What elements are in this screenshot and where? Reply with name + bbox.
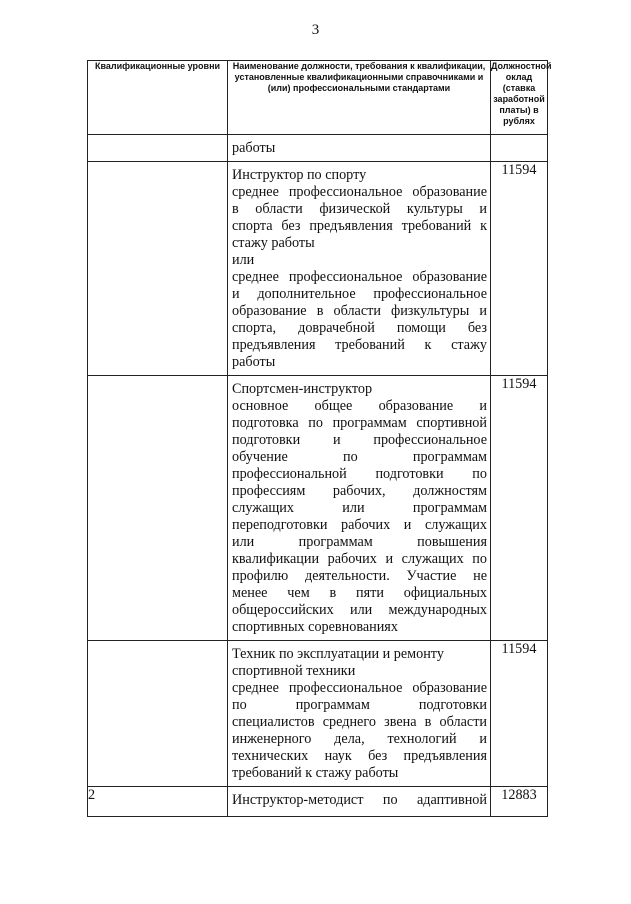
position-line: подготовки и профессиональное <box>232 432 487 448</box>
position-line: стажу работы <box>232 235 315 251</box>
cell-salary: 11594 <box>491 376 548 641</box>
position-line: предъявления требований к стажу <box>232 337 487 353</box>
position-description <box>228 787 490 813</box>
position-line: спортивной техники <box>232 663 356 679</box>
position-line: обучение по программам <box>232 449 487 465</box>
position-line: профессиям рабочих, должностям <box>232 483 487 499</box>
position-line: общероссийских или международных <box>232 602 487 618</box>
cell-position <box>228 376 491 641</box>
table-row <box>88 641 548 787</box>
page-number: 3 <box>311 22 320 38</box>
position-line: или программам повышения <box>232 534 487 550</box>
position-line: Инструктор по спорту <box>232 167 367 183</box>
cell-salary <box>491 135 548 162</box>
position-line: Инструктор-методист по адаптивной <box>232 792 487 808</box>
position-line: или <box>232 252 255 268</box>
cell-position <box>228 162 491 376</box>
position-description <box>228 135 490 161</box>
table-row <box>88 787 548 817</box>
position-line: Техник по эксплуатации и ремонту <box>232 646 444 662</box>
table-row <box>88 135 548 162</box>
qualification-table <box>87 60 552 817</box>
cell-level <box>88 135 228 162</box>
position-line: менее чем в пяти официальных <box>232 585 487 601</box>
position-line: по программам подготовки <box>232 697 487 713</box>
table-row <box>88 162 548 376</box>
position-line: спорта без предъявления требований к <box>232 218 487 234</box>
cell-salary: 11594 <box>491 641 548 787</box>
position-line: образование в области физкультуры и <box>232 303 487 319</box>
position-line: профессиональной подготовки по <box>232 466 487 482</box>
cell-level: 2 <box>88 787 228 817</box>
table-row <box>88 376 548 641</box>
position-line: специалистов среднего звена в области <box>232 714 487 730</box>
position-line: работы <box>232 140 276 156</box>
position-description <box>228 641 490 786</box>
position-line: среднее профессиональное образование <box>232 184 487 200</box>
position-line: инженерного дела, технологий и <box>232 731 487 747</box>
position-description <box>228 376 490 640</box>
position-line: в области физической культуры и <box>232 201 487 217</box>
position-line: технических наук без предъявления <box>232 748 487 764</box>
position-line: среднее профессиональное образование <box>232 269 487 285</box>
position-line: требований к стажу работы <box>232 765 399 781</box>
cell-level <box>88 162 228 376</box>
position-line: профилю деятельности. Участие не <box>232 568 487 584</box>
cell-salary: 11594 <box>491 162 548 376</box>
cell-salary: 12883 <box>491 787 548 817</box>
position-description <box>228 162 490 375</box>
header-salary: Должностной оклад (ставка заработной платы) в рублях <box>491 61 548 135</box>
header-position: Наименование должности, требования к квалификации, установленные квалификационными справочниками и (или) профессиональными стандартами <box>228 61 491 135</box>
position-line: спорта, доврачебной помощи без <box>232 320 487 336</box>
cell-position <box>228 135 491 162</box>
position-line: служащих или программам <box>232 500 487 516</box>
cell-position <box>228 787 491 817</box>
position-line: переподготовки рабочих и служащих <box>232 517 487 533</box>
position-line: спортивных соревнованиях <box>232 619 398 635</box>
cell-position <box>228 641 491 787</box>
cell-level <box>88 376 228 641</box>
position-line: подготовка по программам спортивной <box>232 415 487 431</box>
position-line: основное общее образование и <box>232 398 487 414</box>
table-header-row <box>88 61 548 135</box>
position-line: Спортсмен-инструктор <box>232 381 373 397</box>
position-line: среднее профессиональное образование <box>232 680 487 696</box>
header-level: Квалификационные уровни <box>88 61 228 135</box>
table-body <box>88 135 548 817</box>
cell-level <box>88 641 228 787</box>
position-line: квалификации рабочих и служащих по <box>232 551 487 567</box>
position-line: работы <box>232 354 276 370</box>
position-line: и дополнительное профессиональное <box>232 286 487 302</box>
